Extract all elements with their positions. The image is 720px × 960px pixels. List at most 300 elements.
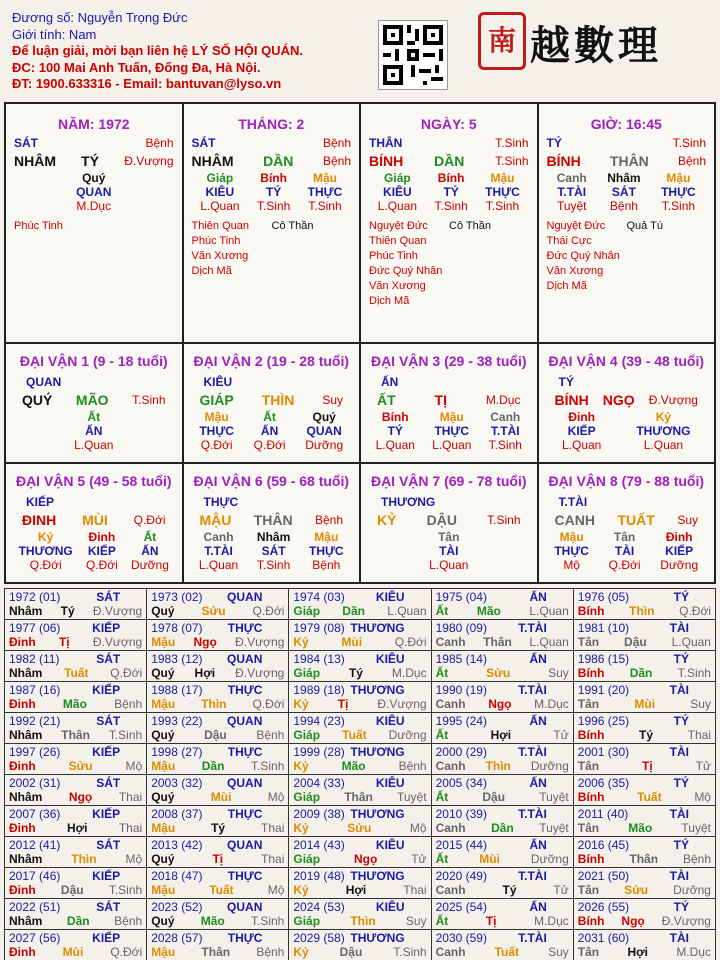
ten-god: KIẾP bbox=[92, 931, 121, 945]
annual-cell-bottom bbox=[293, 852, 426, 866]
phone-email-line: ĐT: 1900.633316 - Email: bantuvan@lyso.vn bbox=[12, 76, 282, 91]
header-info bbox=[12, 10, 303, 93]
phase: Bệnh bbox=[145, 136, 174, 150]
year-stem: Giáp bbox=[293, 604, 321, 618]
year-branch: Mùi bbox=[634, 697, 656, 711]
hidden-stem-phase: T.Sinh bbox=[661, 199, 696, 213]
ten-god: KIÊU bbox=[375, 652, 405, 666]
annual-cell bbox=[431, 744, 573, 775]
year-label: 2028 (57) bbox=[151, 931, 203, 945]
year-stem: Quý bbox=[151, 604, 175, 618]
hidden-stem bbox=[199, 410, 234, 452]
hidden-stem bbox=[86, 530, 118, 572]
annual-cell bbox=[5, 620, 147, 651]
gender: Giới tính: Nam bbox=[12, 26, 97, 42]
annual-cell-bottom bbox=[436, 604, 569, 618]
heavenly-stem: ẤT bbox=[377, 392, 396, 408]
ten-god: ẤN bbox=[529, 714, 547, 728]
year-stem: Canh bbox=[435, 635, 466, 649]
ten-god: QUAN bbox=[227, 776, 263, 790]
ten-god: THƯƠNG bbox=[350, 869, 405, 883]
star-name: Văn Xương bbox=[546, 265, 604, 277]
annual-cell bbox=[5, 868, 147, 899]
year-label: 2007 (36) bbox=[9, 807, 61, 821]
earthly-branch: TUẤT bbox=[617, 512, 655, 528]
ten-god: KIẾP bbox=[92, 621, 121, 635]
branch-phase: Bệnh bbox=[677, 154, 706, 168]
pillar-title: NGÀY: 5 bbox=[420, 116, 477, 132]
year-phase: M.Dục bbox=[534, 914, 569, 928]
annual-cell bbox=[289, 806, 431, 837]
hidden-stem-phase: T.Sinh bbox=[256, 199, 291, 213]
annual-cell-bottom bbox=[9, 852, 142, 866]
hidden-stem-phase: L.Quan bbox=[198, 558, 239, 572]
ten-god: TÝ bbox=[673, 714, 689, 728]
hidden-stem-name: Tân bbox=[613, 530, 636, 544]
annual-cell bbox=[573, 682, 715, 713]
year-branch: Hợi bbox=[194, 666, 216, 680]
hidden-stem-phase: L.Quan bbox=[375, 438, 415, 452]
annual-cell-bottom bbox=[436, 666, 569, 680]
annual-cell-bottom bbox=[9, 697, 142, 711]
annual-cell-bottom bbox=[436, 852, 569, 866]
stem-branch-row bbox=[547, 153, 707, 169]
year-stem: Quý bbox=[151, 914, 175, 928]
annual-row bbox=[5, 837, 716, 868]
year-stem: Tân bbox=[577, 697, 600, 711]
annual-cell bbox=[431, 806, 573, 837]
year-phase: Mộ bbox=[694, 790, 711, 804]
year-phase: Bệnh bbox=[114, 697, 143, 711]
year-branch: Ngọ bbox=[621, 914, 645, 928]
dai-van-cell bbox=[6, 464, 184, 582]
year-branch: Mão bbox=[476, 604, 501, 618]
ten-god: KIẾP bbox=[92, 807, 121, 821]
annual-cell-bottom bbox=[151, 945, 284, 959]
annual-cell-top bbox=[9, 714, 142, 728]
hidden-stem bbox=[562, 410, 601, 452]
special-stars bbox=[369, 219, 529, 309]
star-row bbox=[547, 264, 707, 279]
annual-cell bbox=[289, 744, 431, 775]
year-branch: Tuất bbox=[342, 728, 367, 742]
star-name: Cô Thần bbox=[449, 220, 491, 232]
annual-cell-top bbox=[151, 776, 284, 790]
hidden-stem-god: ẤN bbox=[141, 544, 159, 558]
pillar-cell bbox=[539, 104, 715, 342]
annual-cell-bottom bbox=[151, 697, 284, 711]
year-branch: Tị bbox=[485, 914, 497, 928]
earthly-branch: NGỌ bbox=[602, 392, 635, 408]
annual-cell-bottom bbox=[151, 914, 284, 928]
year-label: 2018 (47) bbox=[151, 869, 203, 883]
annual-cell-top bbox=[578, 869, 711, 883]
year-label: 2013 (42) bbox=[151, 838, 203, 852]
year-stem: Ất bbox=[435, 914, 449, 928]
hidden-stem-god: QUAN bbox=[76, 185, 112, 199]
year-label: 1993 (22) bbox=[151, 714, 203, 728]
year-phase: Đ.Vượng bbox=[235, 666, 285, 680]
ten-god: KIÊU bbox=[375, 776, 405, 790]
annual-cell-bottom bbox=[151, 852, 284, 866]
year-phase: L.Quan bbox=[529, 604, 569, 618]
year-stem: Ất bbox=[435, 604, 449, 618]
annual-cell-bottom bbox=[9, 821, 142, 835]
annual-row bbox=[5, 651, 716, 682]
contact-line: Để luận giải, mời bạn liên hệ LÝ SỐ HỘI QUÁN. bbox=[12, 43, 303, 58]
annual-row bbox=[5, 682, 716, 713]
year-phase: Bệnh bbox=[398, 759, 427, 773]
year-label: 1981 (10) bbox=[577, 621, 630, 635]
annual-cell-top bbox=[436, 931, 569, 945]
year-stem: Quý bbox=[151, 728, 175, 742]
year-stem: Ất bbox=[435, 728, 449, 742]
hidden-stem bbox=[609, 530, 641, 572]
star-row bbox=[547, 234, 707, 249]
annual-cell bbox=[431, 651, 573, 682]
annual-cell-top bbox=[578, 745, 711, 759]
year-branch: Thìn bbox=[629, 604, 655, 618]
annual-cell-bottom bbox=[436, 790, 569, 804]
year-branch: Mão bbox=[341, 759, 366, 773]
annual-cell-bottom bbox=[578, 759, 711, 773]
hidden-stem-name: Đinh bbox=[568, 410, 595, 424]
year-branch: Sửu bbox=[68, 759, 93, 773]
year-stem: Giáp bbox=[293, 728, 321, 742]
hidden-stem bbox=[554, 530, 589, 572]
annual-row bbox=[5, 930, 716, 960]
heavenly-stem: QUÝ bbox=[22, 392, 53, 408]
annual-cell-top bbox=[293, 621, 426, 635]
annual-cell-bottom bbox=[578, 697, 711, 711]
year-stem: Ất bbox=[435, 666, 449, 680]
hidden-stem bbox=[432, 410, 471, 452]
hidden-stems bbox=[367, 410, 531, 452]
hidden-stem bbox=[378, 171, 417, 213]
dai-van-cell bbox=[6, 344, 184, 462]
ten-god: KIÊU bbox=[375, 838, 405, 852]
annual-cell-bottom bbox=[578, 945, 711, 959]
year-phase: T.Sinh bbox=[108, 883, 143, 897]
year-phase: Q.Đới bbox=[110, 945, 143, 959]
year-label: 1982 (11) bbox=[9, 652, 60, 666]
year-label: 2010 (39) bbox=[435, 807, 487, 821]
annual-cell bbox=[147, 713, 289, 744]
year-label: 2021 (50) bbox=[577, 869, 630, 883]
year-branch: Mùi bbox=[62, 945, 84, 959]
year-branch: Mão bbox=[628, 821, 653, 835]
ten-god: T.TÀI bbox=[518, 683, 547, 697]
year-branch: Dần bbox=[342, 604, 365, 618]
hidden-stem-phase: L.Quan bbox=[377, 199, 418, 213]
hidden-stem-name: Quý bbox=[82, 171, 106, 185]
address-line: ĐC: 100 Mai Anh Tuấn, Đống Đa, Hà Nội. bbox=[12, 59, 261, 75]
qr-code[interactable] bbox=[378, 20, 448, 90]
hidden-stem-phase: L.Quan bbox=[643, 438, 684, 452]
hidden-stems bbox=[545, 530, 709, 572]
annual-cell-bottom bbox=[293, 759, 426, 773]
hidden-stem-name: Kỷ bbox=[655, 410, 672, 424]
hidden-stem bbox=[200, 171, 239, 213]
year-label: 1990 (19) bbox=[435, 683, 487, 697]
hidden-stem-phase: Q.Đới bbox=[608, 558, 641, 572]
hidden-stem-god: THỰC bbox=[485, 185, 520, 199]
dai-van-cell bbox=[539, 464, 715, 582]
heavenly-stem: NHÂM bbox=[191, 153, 234, 169]
year-phase: Q.Đới bbox=[679, 604, 711, 618]
annual-cell bbox=[573, 806, 715, 837]
star-row bbox=[547, 249, 707, 264]
branch-phase: Bệnh bbox=[314, 513, 343, 527]
annual-cell-bottom bbox=[293, 604, 426, 618]
annual-cell-top bbox=[578, 714, 711, 728]
hidden-stem-name: Bính bbox=[260, 171, 287, 185]
year-branch: Thân bbox=[201, 945, 231, 959]
branch-phase: Bệnh bbox=[322, 154, 351, 168]
hidden-stems bbox=[12, 530, 176, 572]
year-label: 1991 (20) bbox=[577, 683, 630, 697]
annual-cell-bottom bbox=[9, 604, 142, 618]
hidden-stem-name: Đinh bbox=[88, 530, 116, 544]
annual-cell bbox=[431, 837, 573, 868]
hidden-stem-god: THỰC bbox=[554, 544, 589, 558]
year-stem: Ất bbox=[435, 790, 449, 804]
annual-cell-top bbox=[578, 900, 711, 914]
hidden-stem-phase: Bệnh bbox=[312, 558, 341, 572]
year-stem: Mậu bbox=[151, 883, 176, 897]
year-phase: Bệnh bbox=[256, 728, 285, 742]
branch-phase: Suy bbox=[677, 513, 698, 527]
star-name: Phúc Tinh bbox=[14, 220, 63, 232]
year-phase: M.Dục bbox=[676, 945, 711, 959]
hidden-stem-god: T.TÀI bbox=[204, 544, 233, 558]
year-branch: Sửu bbox=[201, 604, 226, 618]
annual-cell-bottom bbox=[436, 945, 569, 959]
hidden-stem-phase: T.Sinh bbox=[256, 558, 291, 572]
hidden-stem-name: Mậu bbox=[559, 530, 584, 544]
star-name: Phúc Tinh bbox=[369, 250, 418, 262]
annual-cell bbox=[147, 682, 289, 713]
star-row bbox=[369, 264, 529, 279]
ten-god: THỰC bbox=[227, 931, 263, 945]
year-label: 2008 (37) bbox=[151, 807, 203, 821]
year-label: 1992 (21) bbox=[9, 714, 61, 728]
annual-cell-bottom bbox=[151, 790, 284, 804]
dai-van-title: ĐẠI VẬN 3 (29 - 38 tuổi) bbox=[370, 353, 527, 369]
annual-cell bbox=[5, 837, 147, 868]
year-stem: Mậu bbox=[151, 821, 176, 835]
hidden-stem-phase: Tuyệt bbox=[556, 199, 587, 213]
hidden-stem-phase: Q.Đới bbox=[29, 558, 62, 572]
annual-cell-bottom bbox=[578, 604, 711, 618]
heavenly-stem: NHÂM bbox=[14, 153, 56, 169]
earthly-branch: TỊ bbox=[434, 392, 447, 408]
annual-cell bbox=[289, 620, 431, 651]
annual-cell-bottom bbox=[9, 790, 142, 804]
hidden-stem-name: Ất bbox=[143, 530, 157, 544]
annual-cell-top bbox=[151, 621, 284, 635]
year-label: 2006 (35) bbox=[577, 776, 630, 790]
year-label: 2002 (31) bbox=[9, 776, 61, 790]
annual-cell bbox=[289, 682, 431, 713]
year-branch: Mùi bbox=[479, 852, 500, 866]
hidden-stems bbox=[12, 410, 176, 452]
hidden-stem-god: ẤN bbox=[85, 424, 103, 438]
year-phase: Tuyệt bbox=[397, 790, 427, 804]
branch-phase: Đ.Vượng bbox=[124, 154, 174, 168]
year-stem: Kỷ bbox=[293, 697, 309, 711]
year-label: 1987 (16) bbox=[9, 683, 61, 697]
year-label: 1985 (14) bbox=[435, 652, 487, 666]
year-stem: Quý bbox=[151, 852, 175, 866]
annual-cell bbox=[5, 930, 147, 960]
hidden-stem-name: Kỷ bbox=[38, 530, 54, 544]
annual-cell bbox=[5, 682, 147, 713]
branch-phase: T.Sinh bbox=[487, 513, 521, 527]
annual-cell bbox=[147, 589, 289, 620]
annual-cell-bottom bbox=[151, 883, 284, 897]
year-branch: Ngọ bbox=[353, 852, 378, 866]
year-branch: Dậu bbox=[204, 728, 227, 742]
year-phase: Đ.Vượng bbox=[377, 697, 427, 711]
hidden-stem-god: TÀI bbox=[614, 544, 635, 558]
year-phase: M.Dục bbox=[391, 666, 427, 680]
hidden-stem bbox=[376, 410, 415, 452]
annual-cell-top bbox=[9, 869, 142, 883]
branch-phase: M.Dục bbox=[485, 393, 521, 407]
stem-branch-row bbox=[545, 392, 709, 408]
year-branch: Thìn bbox=[350, 914, 376, 928]
hidden-stem-god: T.TÀI bbox=[490, 424, 520, 438]
year-branch: Thân bbox=[629, 852, 659, 866]
year-branch: Tuất bbox=[637, 790, 662, 804]
hidden-stem-name: Đinh bbox=[665, 530, 693, 544]
pillar-top-row bbox=[547, 136, 707, 150]
annual-cell-top bbox=[293, 869, 426, 883]
annual-cell-top bbox=[293, 900, 426, 914]
annual-cell-bottom bbox=[151, 728, 284, 742]
year-branch: Dậu bbox=[60, 883, 84, 897]
annual-cell-top bbox=[293, 931, 426, 945]
pillar-title: GIỜ: 16:45 bbox=[590, 116, 662, 132]
year-branch: Sửu bbox=[486, 666, 511, 680]
annual-cell-top bbox=[578, 807, 711, 821]
dai-van-cell bbox=[184, 344, 362, 462]
stem-branch-row bbox=[14, 153, 174, 169]
year-phase: Tuyệt bbox=[681, 821, 711, 835]
annual-cell bbox=[573, 713, 715, 744]
star-row bbox=[192, 219, 352, 234]
dai-van-title: ĐẠI VẬN 1 (9 - 18 tuổi) bbox=[19, 353, 168, 369]
star-name: Thái Cực bbox=[546, 235, 592, 247]
ten-god: SÁT bbox=[96, 590, 121, 604]
year-branch: Mùi bbox=[210, 790, 232, 804]
year-branch: Hợi bbox=[66, 821, 88, 835]
year-label: 1999 (28) bbox=[293, 745, 345, 759]
annual-cell bbox=[431, 868, 573, 899]
annual-cell-bottom bbox=[151, 821, 284, 835]
dai-van-row-2 bbox=[6, 464, 714, 582]
ten-god: ẤN bbox=[529, 838, 547, 852]
ten-god: TÝ bbox=[558, 375, 574, 389]
year-stem: Bính bbox=[577, 852, 605, 866]
annual-cell-bottom bbox=[436, 883, 569, 897]
annual-cell-top bbox=[436, 683, 569, 697]
annual-cell-top bbox=[151, 838, 284, 852]
year-stem: Bính bbox=[577, 790, 605, 804]
annual-cell bbox=[289, 930, 431, 960]
pillar-title: NĂM: 1972 bbox=[57, 116, 130, 132]
year-stem: Mậu bbox=[151, 697, 176, 711]
ten-god: QUAN bbox=[227, 652, 263, 666]
annual-cell-top bbox=[151, 714, 284, 728]
stem-branch-row bbox=[12, 392, 176, 408]
annual-cell bbox=[5, 589, 147, 620]
ten-god: THƯƠNG bbox=[350, 931, 405, 945]
hidden-stem-phase: Dưỡng bbox=[660, 558, 699, 572]
heavenly-stem: BÍNH bbox=[369, 153, 404, 169]
year-label: 1972 (01) bbox=[9, 590, 61, 604]
year-stem: Canh bbox=[435, 697, 466, 711]
hidden-stem-phase: T.Sinh bbox=[485, 199, 520, 213]
star-row bbox=[369, 294, 529, 309]
hidden-stem bbox=[257, 530, 290, 572]
ten-god: THỰC bbox=[203, 495, 239, 509]
ten-god: T.TÀI bbox=[558, 495, 588, 509]
pillar-cell bbox=[361, 104, 539, 342]
hidden-stem-name: Tân bbox=[438, 530, 460, 544]
hidden-stem bbox=[607, 171, 640, 213]
annual-cell-bottom bbox=[436, 728, 569, 742]
earthly-branch: DẦN bbox=[434, 153, 465, 169]
year-label: 2014 (43) bbox=[293, 838, 345, 852]
year-phase: Dưỡng bbox=[388, 728, 427, 742]
hidden-stem-phase: T.Sinh bbox=[488, 438, 522, 452]
annual-cell-top bbox=[9, 652, 142, 666]
year-branch: Hợi bbox=[627, 945, 648, 959]
year-label: 2003 (32) bbox=[151, 776, 203, 790]
year-stem: Bính bbox=[577, 604, 605, 618]
year-stem: Tân bbox=[577, 635, 600, 649]
hidden-stem-god: THỰC bbox=[199, 424, 234, 438]
ten-god: KIÊU bbox=[375, 900, 405, 914]
dai-van-title: ĐẠI VẬN 6 (59 - 68 tuổi) bbox=[193, 473, 350, 489]
hidden-stem-god: TÝ bbox=[387, 424, 403, 438]
year-stem: Đinh bbox=[9, 635, 36, 649]
annual-row bbox=[5, 589, 716, 620]
year-label: 2009 (38) bbox=[293, 807, 345, 821]
hidden-stem bbox=[434, 171, 467, 213]
ten-god: KIẾP bbox=[26, 495, 55, 509]
annual-row bbox=[5, 806, 716, 837]
star-name: Nguyệt Đức bbox=[546, 220, 606, 232]
ten-god: T.TÀI bbox=[518, 745, 547, 759]
ten-god: T.TÀI bbox=[518, 621, 547, 635]
year-label: 2027 (56) bbox=[9, 931, 61, 945]
annual-cell-bottom bbox=[293, 635, 426, 649]
annual-cell-top bbox=[436, 838, 569, 852]
hidden-stem-god: KIẾP bbox=[567, 424, 596, 438]
heavenly-stem: CANH bbox=[554, 512, 595, 528]
year-label: 1983 (12) bbox=[151, 652, 203, 666]
year-branch: Tuất bbox=[209, 883, 234, 897]
annual-cell bbox=[431, 775, 573, 806]
year-stem: Đinh bbox=[9, 883, 36, 897]
year-stem: Giáp bbox=[293, 666, 321, 680]
hidden-stem bbox=[254, 410, 286, 452]
annual-cell-top bbox=[151, 652, 284, 666]
annual-cell-top bbox=[151, 900, 284, 914]
